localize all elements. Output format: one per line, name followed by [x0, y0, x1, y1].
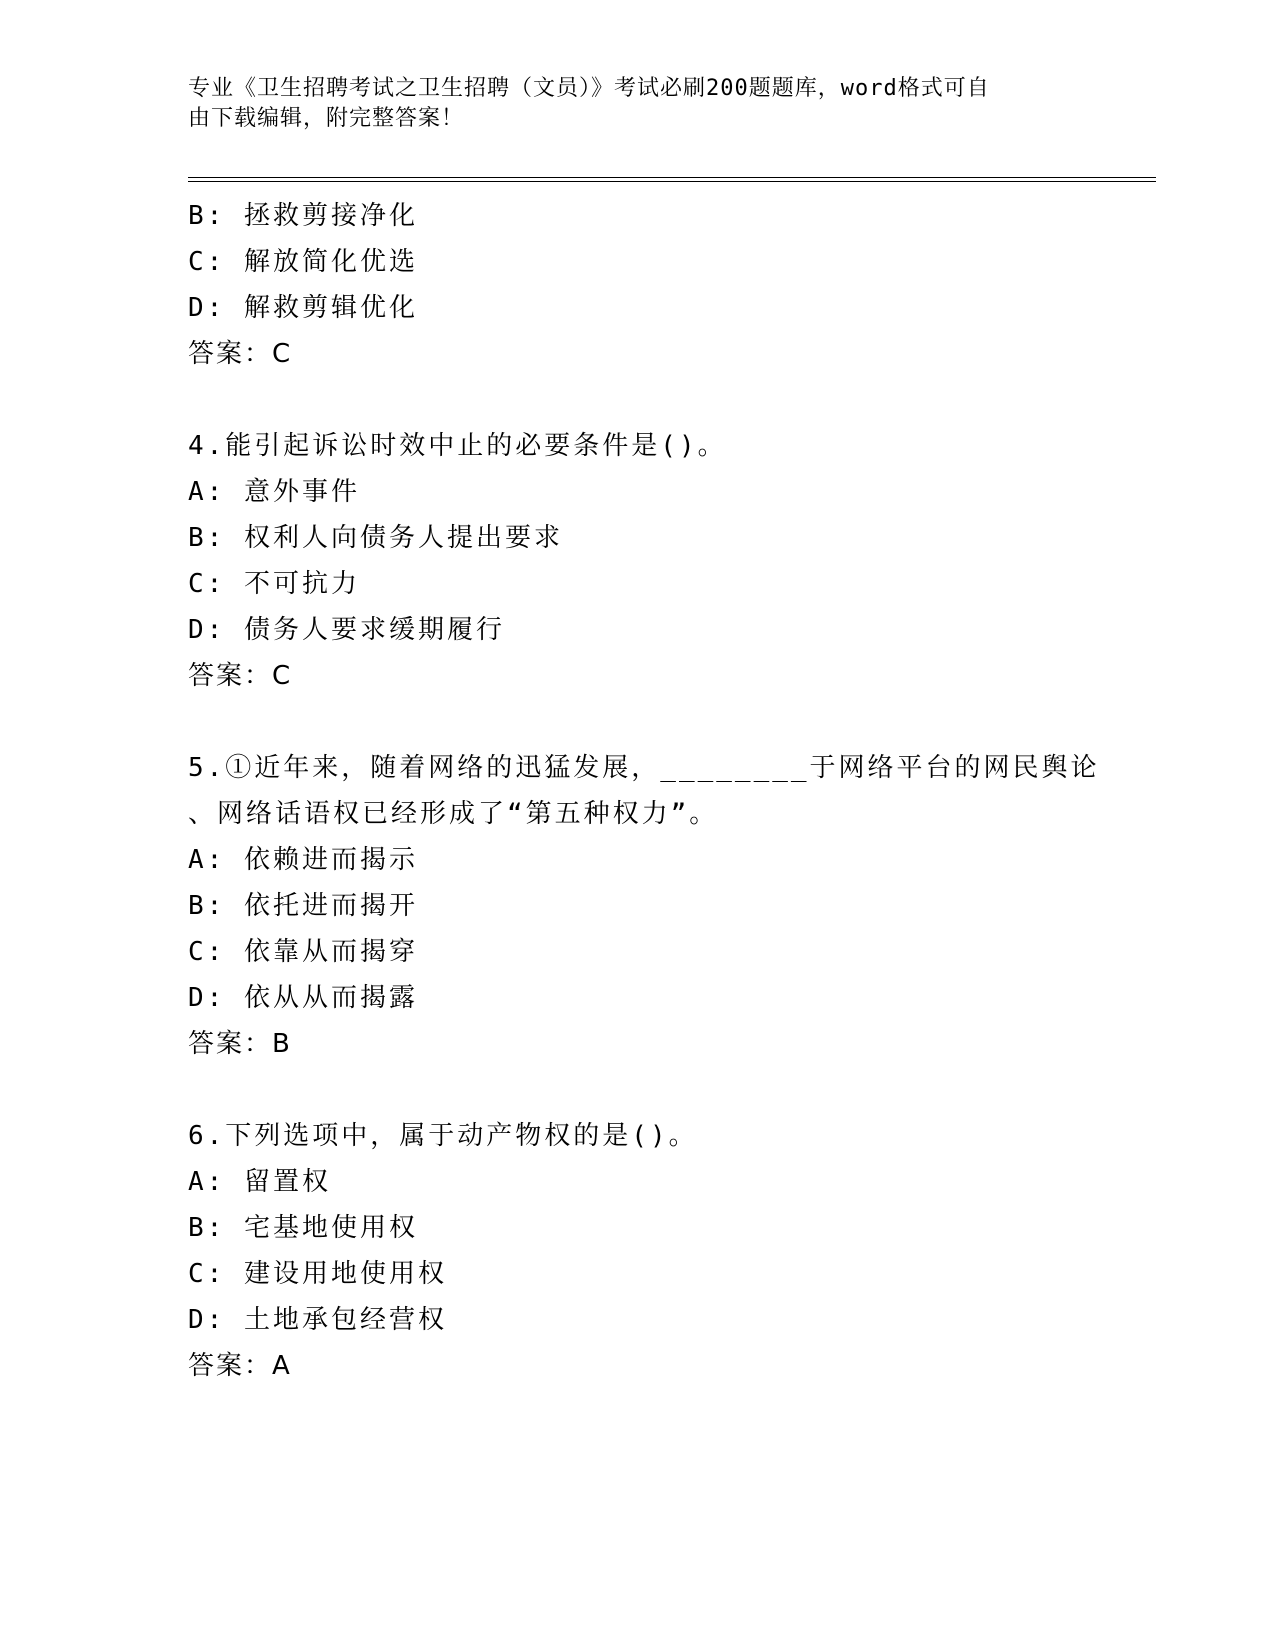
spacer — [188, 377, 1088, 423]
option-a: A: 依赖进而揭示 — [188, 845, 418, 875]
question-6 — [188, 1113, 1088, 1389]
option-a: A: 意外事件 — [188, 477, 360, 507]
question-3 — [188, 193, 1088, 377]
document-header — [188, 74, 1088, 134]
option-d: D: 土地承包经营权 — [188, 1305, 447, 1335]
question-stem: 6.下列选项中，属于动产物权的是()。 — [188, 1121, 698, 1151]
question-stem-line-1: 5.①近年来，随着网络的迅猛发展，________于网络平台的网民舆论 — [188, 753, 1100, 783]
spacer — [188, 699, 1088, 745]
option-d: D: 债务人要求缓期履行 — [188, 615, 505, 645]
header-line-1: 专业《卫生招聘考试之卫生招聘（文员）》考试必刷200题题库，word格式可自 — [188, 76, 990, 101]
option-b: B: 拯救剪接净化 — [188, 201, 418, 231]
option-b: B: 宅基地使用权 — [188, 1213, 418, 1243]
question-4 — [188, 423, 1088, 699]
option-c: C: 建设用地使用权 — [188, 1259, 447, 1289]
answer-line: 答案：B — [188, 1029, 292, 1059]
option-c: C: 不可抗力 — [188, 569, 360, 599]
option-b: B: 权利人向债务人提出要求 — [188, 523, 563, 553]
spacer — [188, 1067, 1088, 1113]
answer-line: 答案：C — [188, 339, 293, 369]
answer-line: 答案：C — [188, 661, 293, 691]
question-list — [188, 193, 1100, 1389]
option-b: B: 依托进而揭开 — [188, 891, 418, 921]
header-line-2: 由下载编辑，附完整答案！ — [188, 106, 465, 131]
answer-line: 答案：A — [188, 1351, 292, 1381]
option-c: C: 依靠从而揭穿 — [188, 937, 418, 967]
header-divider — [188, 177, 1156, 182]
option-d: D: 依从从而揭露 — [188, 983, 418, 1013]
option-c: C: 解放简化优选 — [188, 247, 418, 277]
question-stem: 4.能引起诉讼时效中止的必要条件是()。 — [188, 431, 727, 461]
question-5 — [188, 745, 1100, 1067]
option-d: D: 解救剪辑优化 — [188, 293, 418, 323]
option-a: A: 留置权 — [188, 1167, 331, 1197]
question-stem-line-2: 、网络话语权已经形成了“第五种权力”。 — [188, 799, 719, 829]
